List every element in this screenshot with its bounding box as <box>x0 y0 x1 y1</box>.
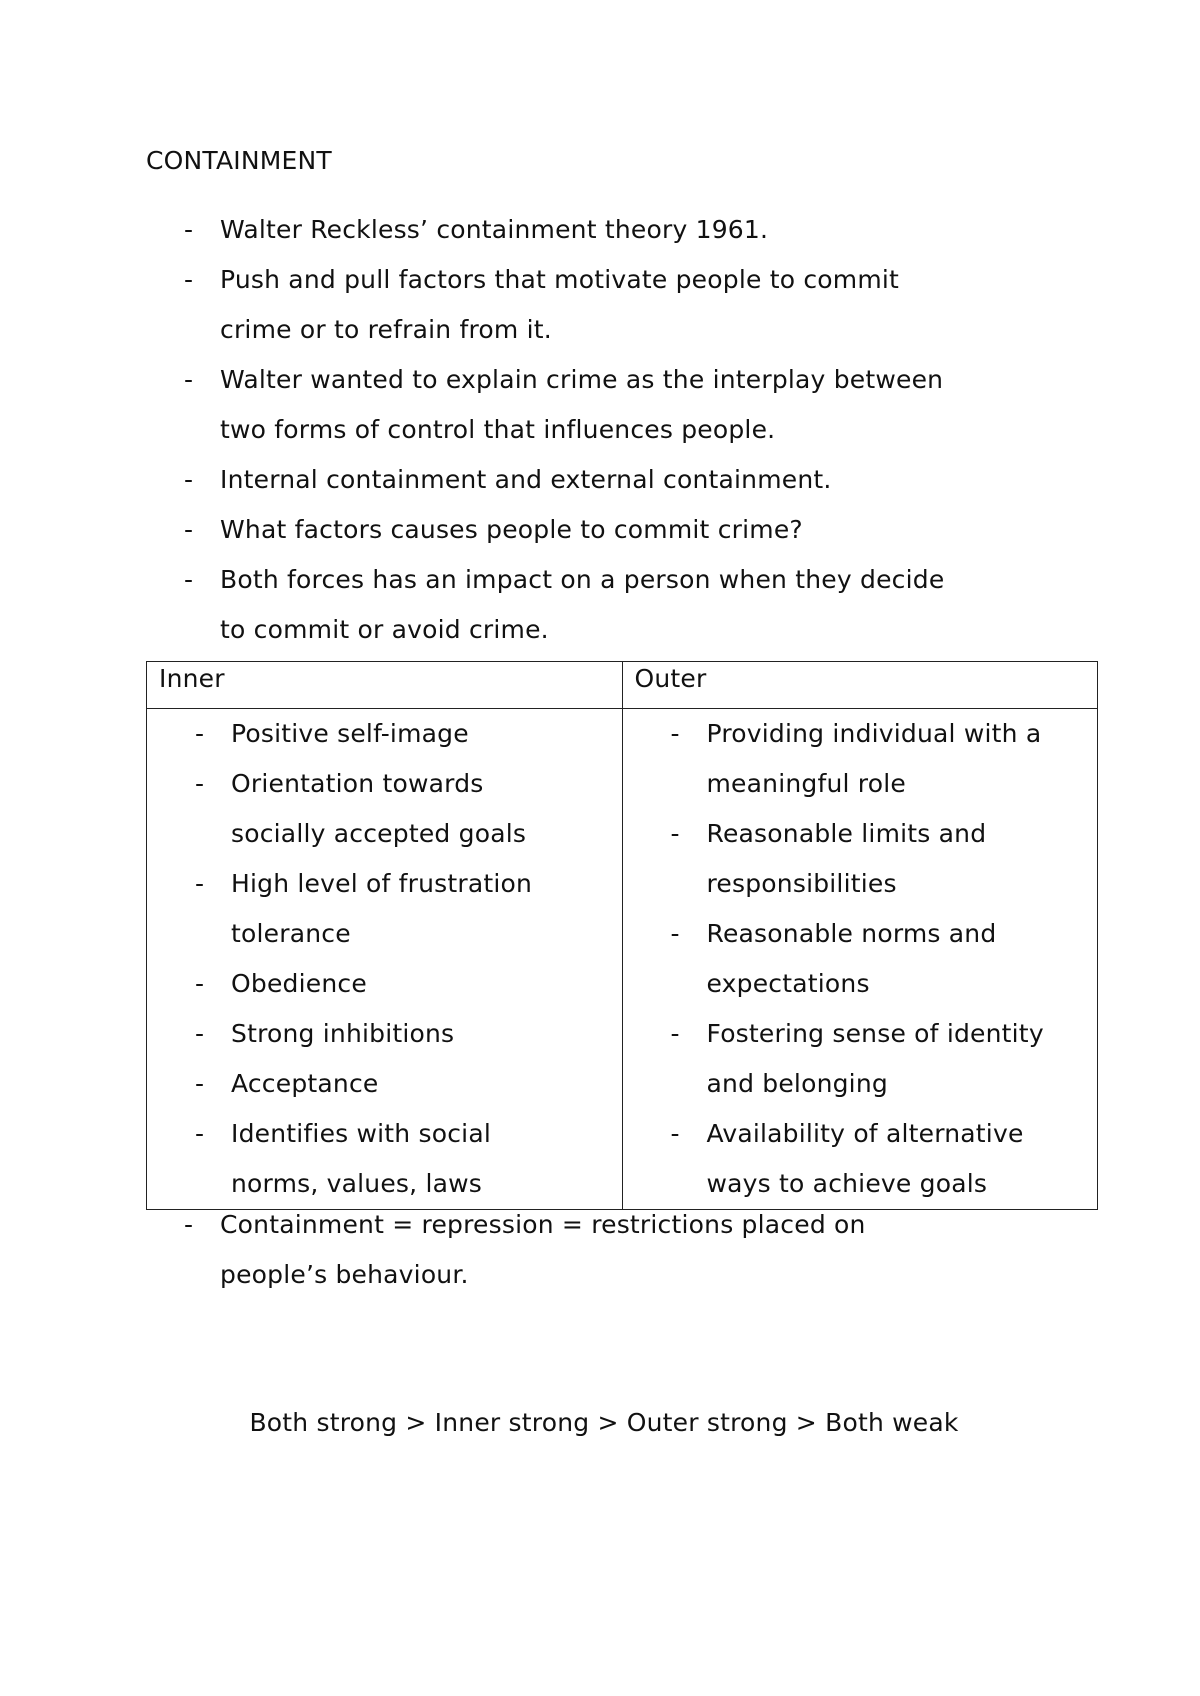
dash-bullet-marker: - <box>195 969 205 998</box>
list-item <box>195 1009 612 1059</box>
dash-bullet-marker: - <box>670 819 680 848</box>
list-item <box>184 255 1060 355</box>
inner-outer-table <box>146 661 1098 1210</box>
list-item <box>184 1200 1080 1300</box>
dash-bullet-marker: - <box>670 719 680 748</box>
list-item-line: Availability of alternative <box>706 1119 1024 1148</box>
list-item-line: Reasonable limits and <box>706 819 987 848</box>
list-item-line: tolerance <box>231 919 351 948</box>
dash-bullet-marker: - <box>195 769 205 798</box>
containment-ranking-summary: Both strong > Inner strong > Outer strong > Both weak <box>249 1408 959 1437</box>
dash-bullet-marker: - <box>670 919 680 948</box>
list-item-line: and belonging <box>706 1069 888 1098</box>
list-item-line: to commit or avoid crime. <box>220 615 549 644</box>
list-item <box>670 809 1088 909</box>
list-item-line: What factors causes people to commit crime? <box>220 515 803 544</box>
inner-factors-cell <box>147 709 623 1210</box>
list-item-line: Walter Reckless’ containment theory 1961. <box>220 215 769 244</box>
outer-column-header: Outer <box>622 662 1098 709</box>
dash-bullet-marker: - <box>670 1019 680 1048</box>
list-item-line: Obedience <box>231 969 367 998</box>
list-item-line: Positive self-image <box>231 719 469 748</box>
dash-bullet-marker: - <box>184 1210 194 1239</box>
dash-bullet-marker: - <box>195 719 205 748</box>
list-item <box>195 1109 612 1209</box>
list-item <box>670 1109 1088 1209</box>
dash-bullet-marker: - <box>195 1119 205 1148</box>
list-item <box>670 709 1088 809</box>
list-item-line: meaningful role <box>706 769 906 798</box>
list-item <box>184 355 1060 455</box>
intro-bullet-list <box>184 205 1080 655</box>
list-item <box>184 555 1060 655</box>
closing-bullet-list <box>184 1200 1080 1300</box>
list-item-line: expectations <box>706 969 870 998</box>
list-item-line: Walter wanted to explain crime as the interplay between <box>220 365 944 394</box>
dash-bullet-marker: - <box>184 265 194 294</box>
dash-bullet-marker: - <box>184 365 194 394</box>
list-item <box>184 205 1060 255</box>
list-item-line: Identifies with social <box>231 1119 491 1148</box>
list-item-line: crime or to refrain from it. <box>220 315 552 344</box>
inner-outer-table-wrap <box>146 661 1098 1210</box>
list-item <box>184 505 1060 555</box>
dash-bullet-marker: - <box>184 565 194 594</box>
list-item <box>195 759 612 859</box>
dash-bullet-marker: - <box>184 465 194 494</box>
dash-bullet-marker: - <box>184 215 194 244</box>
list-item-line: people’s behaviour. <box>220 1260 469 1289</box>
outer-factors-list <box>670 709 1088 1209</box>
list-item-line: Acceptance <box>231 1069 379 1098</box>
inner-column-header: Inner <box>147 662 623 709</box>
list-item-line: Push and pull factors that motivate people to commit <box>220 265 900 294</box>
list-item-line: socially accepted goals <box>231 819 527 848</box>
list-item-line: responsibilities <box>706 869 897 898</box>
list-item <box>184 455 1060 505</box>
dash-bullet-marker: - <box>195 869 205 898</box>
list-item-line: Containment = repression = restrictions placed on <box>220 1210 866 1239</box>
outer-factors-cell <box>622 709 1098 1210</box>
list-item <box>195 709 612 759</box>
list-item-line: Both forces has an impact on a person when they decide <box>220 565 945 594</box>
list-item <box>195 1059 612 1109</box>
dash-bullet-marker: - <box>184 515 194 544</box>
list-item-line: ways to achieve goals <box>706 1169 988 1198</box>
list-item <box>670 1009 1088 1109</box>
dash-bullet-marker: - <box>195 1019 205 1048</box>
list-item-line: Strong inhibitions <box>231 1019 455 1048</box>
list-item <box>195 859 612 959</box>
list-item-line: Orientation towards <box>231 769 484 798</box>
table-header-row <box>147 662 1098 709</box>
dash-bullet-marker: - <box>195 1069 205 1098</box>
list-item <box>195 959 612 1009</box>
table-body-row <box>147 709 1098 1210</box>
dash-bullet-marker: - <box>670 1119 680 1148</box>
list-item-line: norms, values, laws <box>231 1169 482 1198</box>
list-item-line: High level of frustration <box>231 869 533 898</box>
list-item-line: Internal containment and external containment. <box>220 465 832 494</box>
list-item-line: two forms of control that influences people. <box>220 415 776 444</box>
list-item <box>670 909 1088 1009</box>
list-item-line: Providing individual with a <box>706 719 1042 748</box>
inner-factors-list <box>195 709 612 1209</box>
document-title: CONTAINMENT <box>146 146 332 175</box>
list-item-line: Reasonable norms and <box>706 919 997 948</box>
list-item-line: Fostering sense of identity <box>706 1019 1044 1048</box>
